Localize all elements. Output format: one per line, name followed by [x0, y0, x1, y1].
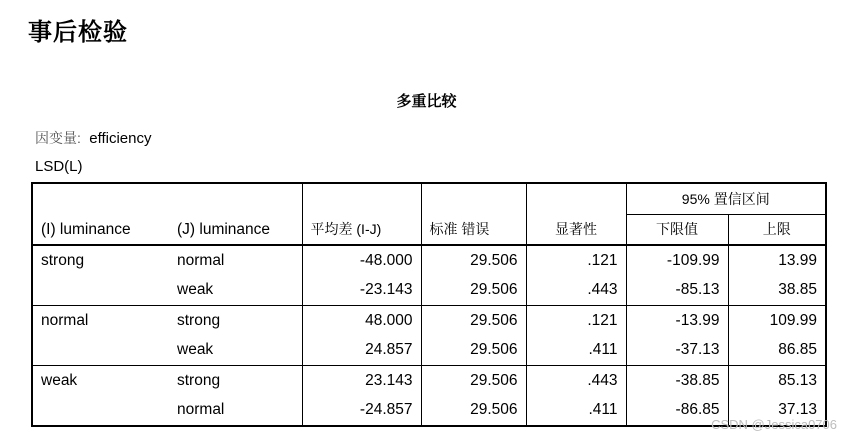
j-value: normal — [169, 245, 302, 276]
table-row — [32, 336, 826, 366]
table-row — [32, 245, 826, 276]
i-value: weak — [32, 366, 169, 396]
dependent-label: 因变量: — [35, 130, 81, 146]
std-error-cell: 29.506 — [421, 276, 526, 306]
std-error-cell: 29.506 — [421, 366, 526, 396]
upper-cell: 85.13 — [728, 366, 826, 396]
lower-cell: -86.85 — [626, 396, 728, 427]
upper-cell: 13.99 — [728, 245, 826, 276]
upper-cell: 109.99 — [728, 306, 826, 336]
lower-cell: -109.99 — [626, 245, 728, 276]
lower-cell: -85.13 — [626, 276, 728, 306]
j-value: strong — [169, 306, 302, 336]
j-value: weak — [177, 341, 214, 359]
std-error-cell: 29.506 — [421, 245, 526, 276]
col-header-upper: 上限 — [728, 214, 826, 245]
col-header-std-error: 标准 错误 — [421, 183, 526, 245]
col-header-sig: 显著性 — [526, 183, 626, 245]
j-value: strong — [169, 366, 302, 396]
sig-cell: .411 — [526, 396, 626, 427]
lower-cell: -37.13 — [626, 336, 728, 366]
col-header-mean-diff: 平均差 (I-J) — [302, 183, 421, 245]
lower-cell: -13.99 — [626, 306, 728, 336]
dependent-value: efficiency — [89, 130, 152, 147]
watermark: CSDN @Jessica0706 — [711, 417, 837, 432]
sig-cell: .121 — [526, 306, 626, 336]
multiple-comparisons-table — [31, 182, 827, 427]
mean-diff-cell: -23.143 — [302, 276, 421, 306]
sig-cell: .443 — [526, 276, 626, 306]
upper-cell: 38.85 — [728, 276, 826, 306]
col-header-i: (I) luminance — [41, 221, 131, 238]
mean-diff-cell: -48.000 — [302, 245, 421, 276]
col-header-j: (J) luminance — [177, 221, 271, 238]
sig-cell: .121 — [526, 245, 626, 276]
std-error-cell: 29.506 — [421, 396, 526, 427]
sig-cell: .443 — [526, 366, 626, 396]
col-header-lower: 下限值 — [626, 214, 728, 245]
method-label: LSD(L) — [35, 158, 83, 175]
table-row — [32, 306, 826, 336]
table-row — [32, 366, 826, 396]
dependent-variable — [35, 128, 152, 148]
col-header-ci: 95% 置信区间 — [626, 183, 826, 214]
std-error-cell: 29.506 — [421, 336, 526, 366]
i-value-empty — [32, 336, 169, 366]
mean-diff-cell: 48.000 — [302, 306, 421, 336]
i-value-empty — [32, 276, 169, 306]
mean-diff-cell: 23.143 — [302, 366, 421, 396]
std-error-cell: 29.506 — [421, 306, 526, 336]
lower-cell: -38.85 — [626, 366, 728, 396]
table-row — [32, 396, 826, 427]
mean-diff-cell: -24.857 — [302, 396, 421, 427]
i-value-empty — [32, 396, 169, 427]
upper-cell: 37.13 — [728, 396, 826, 427]
mean-diff-cell: 24.857 — [302, 336, 421, 366]
table-row — [32, 276, 826, 306]
j-value: normal — [177, 401, 225, 419]
header-row-top — [32, 183, 826, 214]
sig-cell: .411 — [526, 336, 626, 366]
section-heading: 事后检验 — [28, 17, 128, 46]
upper-cell: 86.85 — [728, 336, 826, 366]
i-value: strong — [32, 245, 169, 276]
j-value: weak — [177, 281, 214, 299]
table-title: 多重比较 — [396, 92, 457, 110]
i-value: normal — [32, 306, 169, 336]
